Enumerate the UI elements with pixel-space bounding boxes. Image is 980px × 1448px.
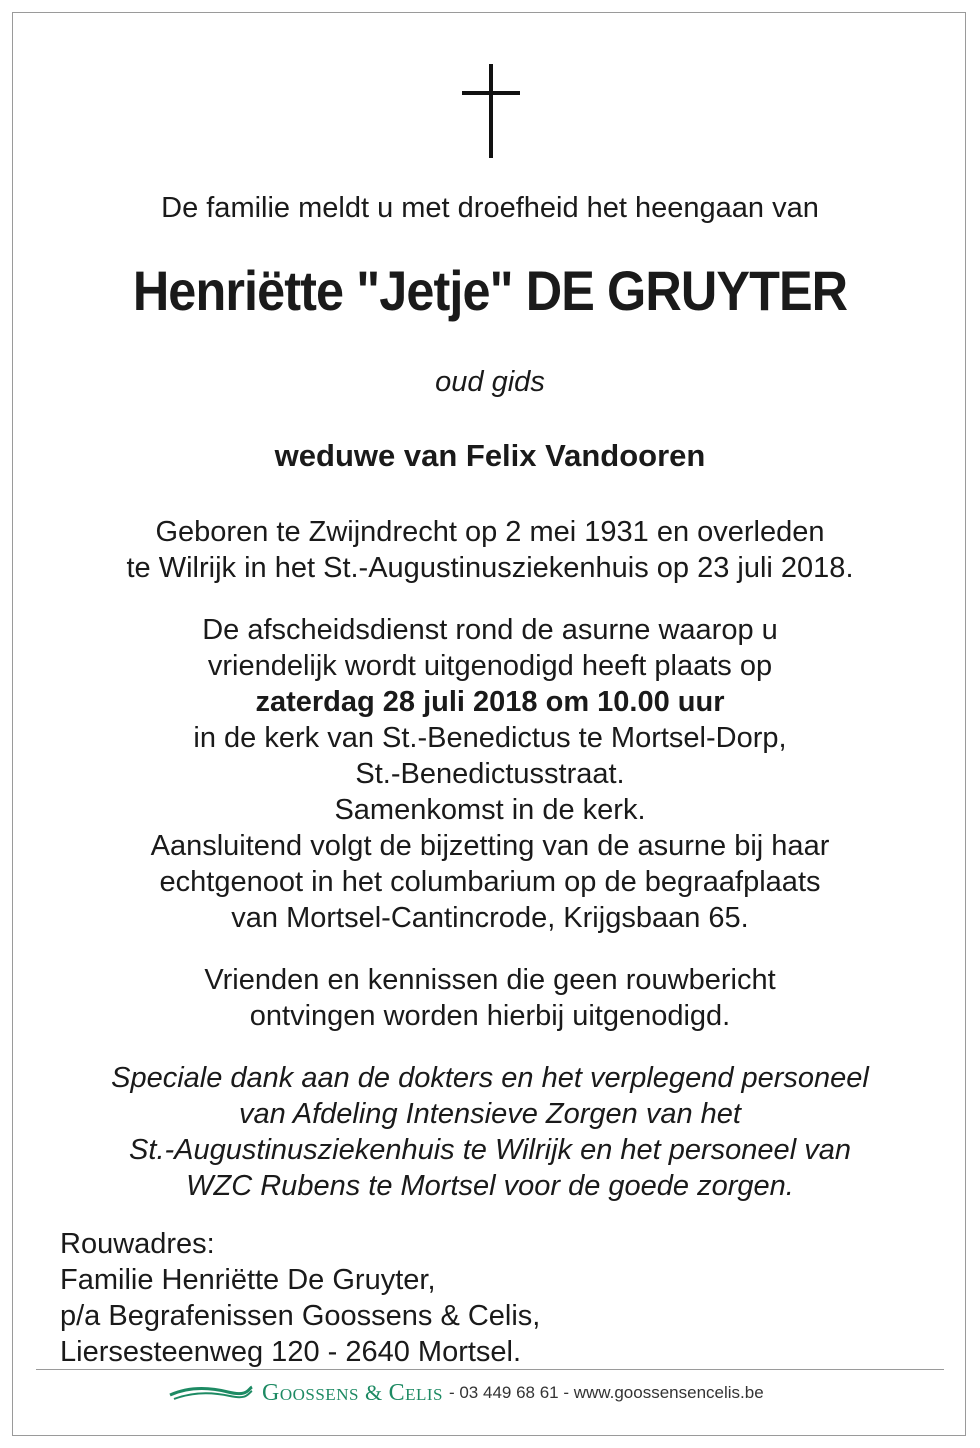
friends-line: ontvingen worden hierbij uitgenodigd. (249, 1000, 731, 1032)
birth-line: te Wilrijk in het St.-Augustinusziekenhuis op 23 juli 2018. (126, 552, 854, 584)
brand-letter: C (388, 1379, 406, 1406)
deceased-name: Henriëtte "Jetje" DE GRUYTER (132, 259, 848, 322)
widow-of-text: weduwe van Felix Vandooren (274, 438, 706, 473)
thanks-paragraph (0, 1060, 980, 1204)
brand-amp: & (358, 1379, 389, 1405)
cross-icon (462, 64, 520, 158)
address-line: Liersesteenweg 120 - 2640 Mortsel. (60, 1336, 522, 1368)
brand-letter: G (262, 1379, 280, 1406)
thanks-line: van Afdeling Intensieve Zorgen van het (239, 1098, 741, 1130)
thanks-line: Speciale dank aan de dokters en het verplegend personeel (111, 1062, 869, 1094)
brand-name (262, 1380, 443, 1407)
service-paragraph (0, 612, 980, 936)
footer (168, 1378, 764, 1408)
footer-divider (36, 1369, 944, 1370)
service-line: van Mortsel-Cantincrode, Krijgsbaan 65. (231, 902, 749, 934)
friends-paragraph (0, 962, 980, 1034)
wave-logo-icon (168, 1383, 254, 1403)
service-line: De afscheidsdienst rond de asurne waarop u (202, 614, 778, 646)
service-line: vriendelijk wordt uitgenodigd heeft plaats op (207, 650, 773, 682)
thanks-line: WZC Rubens te Mortsel voor de goede zorgen. (186, 1170, 794, 1202)
service-line: in de kerk van St.-Benedictus te Mortsel-Dorp, (193, 722, 787, 754)
birth-line: Geboren te Zwijndrecht op 2 mei 1931 en overleden (155, 516, 825, 548)
service-line: Samenkomst in de kerk. (334, 794, 646, 826)
footer-contact: - 03 449 68 61 - www.goossensencelis.be (448, 1383, 764, 1402)
friends-line: Vrienden en kennissen die geen rouwbericht (204, 964, 776, 996)
intro-text: De familie meldt u met droefheid het heengaan van (161, 192, 819, 224)
service-line: Aansluitend volgt de bijzetting van de asurne bij haar (150, 830, 830, 862)
service-datetime: zaterdag 28 juli 2018 om 10.00 uur (255, 686, 725, 718)
occupation-text: oud gids (435, 366, 545, 398)
brand-text: OOSSENS (279, 1384, 359, 1404)
thanks-line: St.-Augustinusziekenhuis te Wilrijk en het personeel van (129, 1134, 851, 1166)
birth-death-paragraph (0, 514, 980, 586)
mourning-address (60, 1226, 540, 1370)
service-line: echtgenoot in het columbarium op de begraafplaats (159, 866, 821, 898)
address-label: Rouwadres: (60, 1228, 215, 1260)
service-line: St.-Benedictusstraat. (355, 758, 625, 790)
address-line: p/a Begrafenissen Goossens & Celis, (60, 1300, 541, 1332)
address-line: Familie Henriëtte De Gruyter, (60, 1264, 436, 1296)
brand-text: ELIS (405, 1384, 443, 1404)
